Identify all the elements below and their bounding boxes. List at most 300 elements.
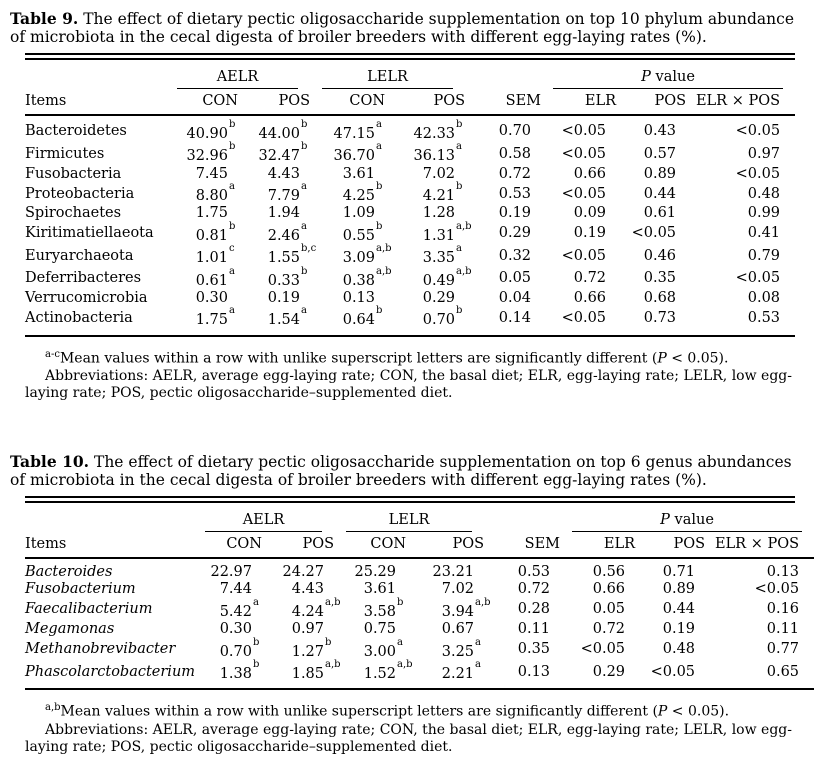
cell-value: 0.28 xyxy=(517,601,551,618)
row-label: Bacteroides xyxy=(25,563,113,580)
data-cell: 8.80$^a$ xyxy=(195,181,235,204)
cell-value: 1.28 xyxy=(422,205,456,222)
data-cell: 4.24$^{a,b}$ xyxy=(291,596,341,620)
cell-value: 0.97 xyxy=(747,145,781,162)
data-cell xyxy=(705,581,814,599)
data-cell xyxy=(262,621,334,639)
cell-value: 0.19 xyxy=(573,225,607,242)
data-cell: 1.54$^a$ xyxy=(267,305,307,329)
data-cell: 3.35$^a$ xyxy=(422,243,462,267)
cell-value: 0.19 xyxy=(662,621,696,638)
cell-value: 0.13 xyxy=(766,563,800,580)
data-cell xyxy=(560,621,635,639)
cell-value: 1.94 xyxy=(267,205,301,222)
data-cell xyxy=(616,307,686,335)
data-cell xyxy=(484,639,560,661)
row-label: Spirochaetes xyxy=(25,205,122,222)
row-label: Firmicutes xyxy=(25,145,105,162)
cell-value: 0.99 xyxy=(747,205,781,222)
cell-value: 0.57 xyxy=(643,145,677,162)
table-body xyxy=(25,115,795,336)
column-header-pos: POS xyxy=(262,532,334,558)
table10-footnote xyxy=(25,699,797,756)
cell-value: 1.75 xyxy=(195,205,228,222)
row-label: Verrucomicrobia xyxy=(25,289,148,306)
data-cell: 3.09$^{a,b}$ xyxy=(342,243,392,267)
cell-value: 36.70 xyxy=(333,148,376,165)
column-group-label: P value xyxy=(572,512,802,532)
cell-value: 3.61 xyxy=(342,165,376,182)
cell-value: 44.00 xyxy=(258,125,301,142)
table-row xyxy=(25,621,814,639)
data-cell xyxy=(635,661,705,689)
table10-top-double-rule xyxy=(25,496,795,503)
column-header-pos: POS xyxy=(385,89,465,115)
table-row xyxy=(25,245,795,267)
data-cell xyxy=(465,205,541,223)
data-cell xyxy=(541,245,616,267)
data-cell xyxy=(686,205,795,223)
data-cell xyxy=(541,143,616,165)
data-cell xyxy=(465,183,541,205)
cell-value: <0.05 xyxy=(561,123,607,140)
cell-value: 1.75 xyxy=(195,312,228,329)
data-cell: 2.21$^a$ xyxy=(441,659,481,682)
cell-value: 0.68 xyxy=(643,289,677,306)
cell-value: 0.79 xyxy=(747,247,781,264)
data-cell xyxy=(686,245,795,267)
data-cell xyxy=(560,599,635,621)
row-label: Kiritimatiellaeota xyxy=(25,225,154,242)
cell-value: 0.29 xyxy=(422,289,456,306)
table-row xyxy=(25,166,795,184)
cell-value: 32.96 xyxy=(186,148,228,165)
cell-value: 0.72 xyxy=(498,165,532,182)
cell-value: 0.65 xyxy=(766,663,800,680)
table10-footnote-marker: a,b xyxy=(45,702,61,714)
cell-value: 1.09 xyxy=(342,205,376,222)
column-header-con: CON xyxy=(193,532,262,558)
cell-value: 0.30 xyxy=(219,621,252,638)
data-cell: 36.70$^a$ xyxy=(333,141,382,165)
data-cell: 1.01$^c$ xyxy=(195,243,235,267)
data-cell xyxy=(465,223,541,245)
data-cell xyxy=(686,183,795,205)
cell-value: <0.05 xyxy=(561,185,607,202)
data-cell: 32.47$^b$ xyxy=(258,141,308,165)
cell-value: 2.46 xyxy=(267,227,301,244)
table-row xyxy=(25,558,814,582)
data-cell xyxy=(686,290,795,308)
data-cell: 1.31$^{a,b}$ xyxy=(422,220,472,244)
cell-value: <0.05 xyxy=(561,309,607,326)
table9-caption-label: Table 9. xyxy=(10,9,79,28)
table-row xyxy=(25,307,795,335)
table9-footnote-marker: a-c xyxy=(45,348,60,360)
sem-group-spacer xyxy=(484,503,560,532)
cell-value: 0.89 xyxy=(643,165,677,182)
data-cell xyxy=(165,290,238,308)
data-cell: 4.25$^b$ xyxy=(342,181,383,204)
cell-value: 25.29 xyxy=(354,563,397,580)
data-cell: 0.55$^b$ xyxy=(342,220,383,244)
data-cell: 0.70$^b$ xyxy=(219,636,260,660)
cell-value: 0.61 xyxy=(195,272,228,289)
cell-value: 0.11 xyxy=(517,621,551,638)
cell-value: 40.90 xyxy=(186,125,228,142)
table10-section xyxy=(10,453,805,757)
data-cell xyxy=(616,183,686,205)
cell-value: 3.94 xyxy=(441,603,475,620)
column-group-p-value xyxy=(541,60,795,89)
table9-section xyxy=(10,10,805,403)
cell-value: 1.31 xyxy=(422,227,456,244)
data-cell: 0.70$^b$ xyxy=(422,305,463,329)
data-cell xyxy=(465,115,541,143)
cell-value: 0.33 xyxy=(267,272,301,289)
data-cell xyxy=(334,621,406,639)
cell-value: 7.44 xyxy=(219,581,252,598)
cell-value: 0.64 xyxy=(342,312,376,329)
table-row xyxy=(25,183,795,205)
column-group-label: AELR xyxy=(205,512,322,532)
cell-value: 3.35 xyxy=(422,250,456,267)
data-cell xyxy=(465,268,541,290)
table-row xyxy=(25,143,795,165)
cell-value: 0.48 xyxy=(747,185,781,202)
cell-value: 0.30 xyxy=(195,289,228,306)
cell-value: 1.01 xyxy=(195,250,228,267)
data-cell xyxy=(310,166,385,184)
cell-value: 4.43 xyxy=(267,165,301,182)
cell-value: 0.49 xyxy=(422,272,456,289)
column-header-sem: SEM xyxy=(465,89,541,115)
table9-footnote xyxy=(25,346,797,403)
data-cell xyxy=(705,661,814,689)
table9-footnote-significance xyxy=(25,346,797,368)
cell-value: 0.72 xyxy=(517,581,551,598)
table-row xyxy=(25,599,814,621)
table9-caption-text: The effect of dietary pectic oligosaccharide supplementation on top 10 phylum abundance of microbiota in the cecal digesta of broiler breeders with different egg-laying rates (%). xyxy=(10,10,794,46)
table10-grid xyxy=(25,503,814,690)
data-cell xyxy=(310,205,385,223)
cell-value: 0.14 xyxy=(498,309,532,326)
cell-value: 1.52 xyxy=(363,665,397,682)
cell-value: <0.05 xyxy=(580,641,626,658)
column-header-elr: ELR xyxy=(541,89,616,115)
data-cell xyxy=(616,223,686,245)
column-group-label: AELR xyxy=(177,69,298,89)
data-cell xyxy=(465,307,541,335)
table-row xyxy=(25,223,795,245)
data-cell xyxy=(705,621,814,639)
cell-value: 3.58 xyxy=(363,603,397,620)
cell-value: 0.05 xyxy=(592,601,626,618)
column-group-p-value xyxy=(560,503,814,532)
cell-value: 0.35 xyxy=(517,641,551,658)
data-cell xyxy=(484,599,560,621)
column-groups-row xyxy=(25,60,795,89)
row-label: Fusobacterium xyxy=(25,581,136,598)
cell-value: <0.05 xyxy=(631,225,677,242)
cell-value: 0.89 xyxy=(662,581,696,598)
cell-value: 0.77 xyxy=(766,641,800,658)
cell-value: 0.44 xyxy=(643,185,677,202)
data-cell xyxy=(560,639,635,661)
cell-value: 0.66 xyxy=(573,165,607,182)
data-cell: 0.38$^{a,b}$ xyxy=(342,265,392,289)
cell-value: 0.29 xyxy=(592,663,626,680)
data-cell: 2.46$^a$ xyxy=(267,220,307,244)
data-cell: 1.75$^a$ xyxy=(195,305,235,329)
cell-value: 0.38 xyxy=(342,272,376,289)
cell-value: 0.08 xyxy=(747,289,781,306)
cell-value: 1.85 xyxy=(291,665,325,682)
data-cell xyxy=(541,183,616,205)
table10-caption-label: Table 10. xyxy=(10,451,90,471)
cell-value: 0.19 xyxy=(267,289,301,306)
cell-value: 4.24 xyxy=(291,603,325,620)
data-cell xyxy=(560,661,635,689)
data-cell xyxy=(310,290,385,308)
table9-grid xyxy=(25,60,795,337)
table-row xyxy=(25,205,795,223)
cell-value: 2.21 xyxy=(441,665,475,682)
column-header-pos: POS xyxy=(616,89,686,115)
data-cell xyxy=(465,166,541,184)
cell-value: 1.27 xyxy=(291,643,325,660)
column-group-label: LELR xyxy=(322,69,453,89)
sem-group-spacer xyxy=(465,60,541,89)
data-cell xyxy=(165,166,238,184)
data-cell xyxy=(705,599,814,621)
data-cell xyxy=(686,143,795,165)
data-cell xyxy=(560,581,635,599)
cell-value: 0.53 xyxy=(498,185,532,202)
data-cell xyxy=(635,558,705,582)
cell-value: 8.80 xyxy=(195,187,228,204)
cell-value: <0.05 xyxy=(561,145,607,162)
cell-value: 0.55 xyxy=(342,227,376,244)
table-row xyxy=(25,661,814,689)
cell-value: 3.25 xyxy=(441,643,475,660)
data-cell xyxy=(616,166,686,184)
cell-value: 4.43 xyxy=(291,581,325,598)
data-cell xyxy=(165,205,238,223)
data-cell: 3.00$^a$ xyxy=(363,636,403,660)
data-cell xyxy=(635,599,705,621)
cell-value: 0.56 xyxy=(592,563,626,580)
cell-value: 0.46 xyxy=(643,247,677,264)
cell-value: 0.70 xyxy=(219,643,252,660)
cell-value: 0.70 xyxy=(422,312,456,329)
data-cell: 47.15$^a$ xyxy=(333,119,382,142)
row-label: Methanobrevibacter xyxy=(25,641,176,658)
data-cell: 3.94$^{a,b}$ xyxy=(441,596,491,620)
cell-value: 7.02 xyxy=(441,581,475,598)
row-label: Megamonas xyxy=(25,621,115,638)
data-cell xyxy=(385,205,465,223)
cell-value: 4.25 xyxy=(342,187,376,204)
table-header xyxy=(25,503,814,558)
cell-value: 0.29 xyxy=(498,225,532,242)
data-cell xyxy=(406,581,484,599)
cell-value: 23.21 xyxy=(432,563,475,580)
cell-value: 0.67 xyxy=(441,621,475,638)
table10-caption xyxy=(10,453,806,489)
data-cell: 1.55$^{b,c}$ xyxy=(267,243,317,267)
data-cell xyxy=(541,268,616,290)
cell-value: 0.73 xyxy=(643,309,677,326)
items-group-spacer xyxy=(25,503,193,532)
column-headers-row xyxy=(25,532,814,558)
table9-footnote-abbreviations: Abbreviations: AELR, average egg-laying rate; CON, the basal diet; ELR, egg-laying rate; LELR, low egg-laying rate; POS, pectic oligosaccharide–supplemented diet. xyxy=(25,367,792,402)
data-cell xyxy=(193,558,262,582)
column-header-con: CON xyxy=(334,532,406,558)
data-cell xyxy=(238,290,310,308)
data-cell xyxy=(686,166,795,184)
column-group-aelr xyxy=(165,60,310,89)
cell-value: 0.58 xyxy=(498,145,532,162)
table9-footnote-p-symbol: P xyxy=(657,350,667,367)
table-header xyxy=(25,60,795,115)
cell-value: 0.13 xyxy=(342,289,376,306)
data-cell xyxy=(635,581,705,599)
data-cell xyxy=(484,661,560,689)
data-cell xyxy=(238,205,310,223)
cell-value: 0.66 xyxy=(573,289,607,306)
data-cell xyxy=(541,223,616,245)
row-label: Fusobacteria xyxy=(25,165,122,182)
data-cell xyxy=(560,558,635,582)
row-label: Euryarchaeota xyxy=(25,247,134,264)
cell-value: 0.44 xyxy=(662,601,696,618)
data-cell xyxy=(484,581,560,599)
cell-value: 22.97 xyxy=(210,563,252,580)
data-cell: 44.00$^b$ xyxy=(258,119,308,142)
cell-value: 0.53 xyxy=(517,563,551,580)
data-cell: 40.90$^b$ xyxy=(186,119,236,142)
italic-letter: P xyxy=(660,511,670,528)
data-cell xyxy=(262,558,334,582)
row-label: Actinobacteria xyxy=(25,309,133,326)
cell-value: 24.27 xyxy=(282,563,325,580)
table10-footnote-text: Mean values within a row with unlike superscript letters are significantly different ( xyxy=(60,704,658,721)
cell-value: 0.72 xyxy=(573,270,607,287)
column-header-sem: SEM xyxy=(484,532,560,558)
column-group-label: P value xyxy=(553,69,783,89)
cell-value: <0.05 xyxy=(650,663,696,680)
column-groups-row xyxy=(25,503,814,532)
cell-value: <0.05 xyxy=(561,247,607,264)
column-group-lelr xyxy=(310,60,465,89)
row-label: Phascolarctobacterium xyxy=(25,663,196,680)
column-header-elr: ELR xyxy=(560,532,635,558)
data-cell xyxy=(385,290,465,308)
cell-value: 7.79 xyxy=(267,187,301,204)
table-row xyxy=(25,290,795,308)
cell-value: 0.48 xyxy=(662,641,696,658)
column-header-items: Items xyxy=(25,89,165,115)
column-group-label: LELR xyxy=(346,512,472,532)
table9-top-double-rule xyxy=(25,53,795,60)
data-cell: 0.81$^b$ xyxy=(195,220,236,244)
data-cell: 1.27$^b$ xyxy=(291,636,332,660)
data-cell xyxy=(616,245,686,267)
cell-value: 0.41 xyxy=(747,225,781,242)
cell-value: 0.05 xyxy=(498,270,532,287)
data-cell xyxy=(541,307,616,335)
cell-value: 0.53 xyxy=(747,309,781,326)
cell-value: 0.32 xyxy=(498,247,532,264)
cell-value: 0.61 xyxy=(643,205,677,222)
cell-value: 42.33 xyxy=(413,125,456,142)
data-cell: 42.33$^b$ xyxy=(413,119,463,142)
data-cell xyxy=(686,115,795,143)
data-cell: 0.61$^a$ xyxy=(195,265,235,289)
cell-value: 0.81 xyxy=(195,227,228,244)
data-cell: 1.38$^b$ xyxy=(219,659,260,682)
column-headers-row xyxy=(25,89,795,115)
data-cell xyxy=(616,143,686,165)
data-cell: 0.64$^b$ xyxy=(342,305,383,329)
data-cell xyxy=(616,290,686,308)
cell-value: <0.05 xyxy=(735,165,781,182)
data-cell xyxy=(465,143,541,165)
cell-value: 47.15 xyxy=(333,125,376,142)
data-cell xyxy=(406,621,484,639)
data-cell xyxy=(686,223,795,245)
data-cell: 1.52$^{a,b}$ xyxy=(363,659,413,682)
cell-value: 1.38 xyxy=(219,665,252,682)
table9-caption xyxy=(10,10,806,46)
cell-value: 7.02 xyxy=(422,165,456,182)
data-cell xyxy=(616,205,686,223)
data-cell xyxy=(541,115,616,143)
data-cell xyxy=(541,290,616,308)
data-cell xyxy=(193,581,262,599)
data-cell: 0.33$^b$ xyxy=(267,265,308,289)
data-cell: 0.49$^{a,b}$ xyxy=(422,265,472,289)
table-row xyxy=(25,268,795,290)
table10-footnote-p-symbol: P xyxy=(657,704,668,721)
cell-value: 3.61 xyxy=(363,581,397,598)
cell-value: 0.11 xyxy=(766,621,800,638)
table-row xyxy=(25,115,795,143)
cell-value: 0.16 xyxy=(766,601,800,618)
data-cell xyxy=(686,268,795,290)
data-cell: 4.21$^b$ xyxy=(422,181,463,204)
cell-value: 0.75 xyxy=(363,621,397,638)
cell-value: 7.45 xyxy=(195,165,228,182)
cell-value: 3.00 xyxy=(363,643,397,660)
data-cell xyxy=(465,245,541,267)
table-row xyxy=(25,639,814,661)
cell-value: 0.43 xyxy=(643,123,677,140)
data-cell xyxy=(193,621,262,639)
data-cell xyxy=(334,558,406,582)
data-cell xyxy=(705,558,814,582)
cell-value: 0.72 xyxy=(592,621,626,638)
data-cell xyxy=(334,581,406,599)
data-cell: 5.42$^a$ xyxy=(219,596,259,620)
cell-value: 0.13 xyxy=(517,663,551,680)
table10-caption-text: The effect of dietary pectic oligosaccharide supplementation on top 6 genus abundances of microbiota in the cecal digesta of broiler breeders with different egg-laying rates (%). xyxy=(10,452,792,489)
data-cell xyxy=(541,166,616,184)
data-cell xyxy=(406,558,484,582)
items-group-spacer xyxy=(25,60,165,89)
data-cell xyxy=(385,166,465,184)
